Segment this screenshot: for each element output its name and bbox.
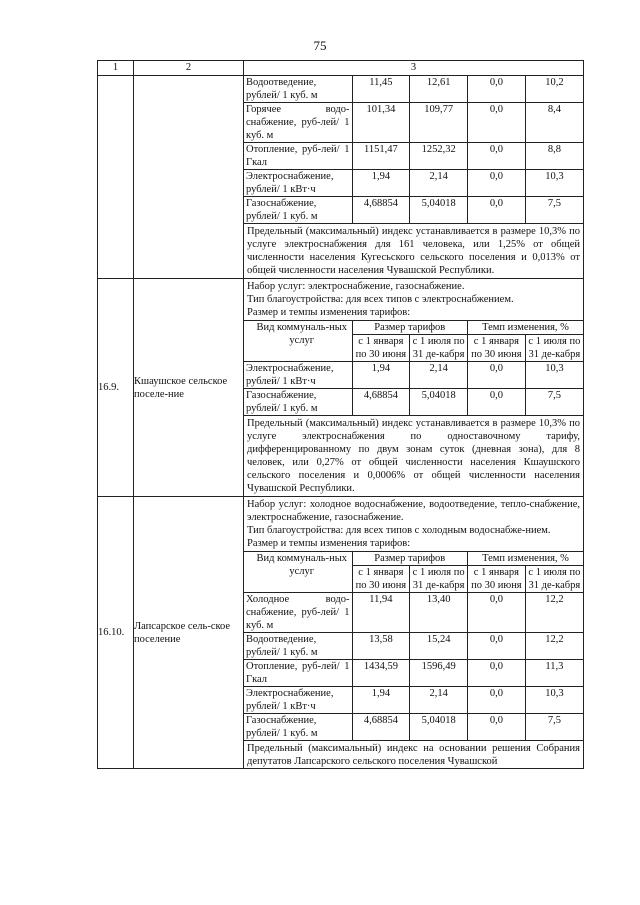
rate-h2-cell: 12,2	[525, 593, 583, 633]
settlement-16-10-name: Лапсарское сель-ское поселение	[134, 497, 244, 769]
tariff-h2-cell: 1596,49	[410, 660, 468, 687]
settlement-16-10-content	[244, 497, 584, 769]
tariff-h1-cell: 13,58	[352, 633, 410, 660]
settlement-16-9-row	[98, 279, 584, 497]
rate-h1-cell: 0,0	[468, 389, 526, 416]
rate-h1-cell: 0,0	[468, 593, 526, 633]
settlement-16-9-name: Кшаушское сельское поселе-ние	[134, 279, 244, 497]
tariff-row	[244, 170, 583, 197]
service-cell: Газоснабжение, рублей/ 1 куб. м	[244, 714, 352, 741]
settlement-16-9-content	[244, 279, 584, 497]
b169-th-p3: с 1 января по 30 июня	[468, 335, 526, 362]
b1610-th-p4: с 1 июля по 31 де-кабря	[525, 566, 583, 593]
rate-h1-cell: 0,0	[468, 170, 526, 197]
service-cell: Электроснабжение, рублей/ 1 кВт·ч	[244, 170, 352, 197]
tariff-row	[244, 687, 583, 714]
rate-h1-cell: 0,0	[468, 633, 526, 660]
tariff-table	[97, 60, 584, 769]
b1610-th-rate: Темп изменения, %	[468, 552, 584, 566]
service-cell: Отопление, руб-лей/ 1 Гкал	[244, 143, 352, 170]
service-cell: Электроснабжение, рублей/ 1 кВт·ч	[244, 687, 352, 714]
service-cell: Газоснабжение, рублей/ 1 куб. м	[244, 389, 352, 416]
rate-h1-cell: 0,0	[468, 103, 526, 143]
service-cell: Газоснабжение, рублей/ 1 куб. м	[244, 197, 352, 224]
b1610-note: Предельный (максимальный) индекс на основании решения Собрания депутатов Лапсарского сельского поселения Чувашской	[247, 743, 580, 767]
tariff-h1-cell: 11,94	[352, 593, 410, 633]
b1610-th-p3: с 1 января по 30 июня	[468, 566, 526, 593]
page-number: 75	[313, 38, 327, 53]
tariff-row	[244, 143, 583, 170]
tariff-h2-cell: 13,40	[410, 593, 468, 633]
tariff-h2-cell: 5,04018	[410, 389, 468, 416]
tariff-row	[244, 714, 583, 741]
b169-tariff-table	[244, 320, 583, 416]
tariff-h2-cell: 2,14	[410, 170, 468, 197]
service-cell: Водоотведение, рублей/ 1 куб. м	[244, 76, 352, 103]
tariff-row	[244, 593, 583, 633]
rate-h1-cell: 0,0	[468, 76, 526, 103]
b1610-th-service: Вид коммуналь-ных услуг	[244, 552, 352, 593]
rate-h1-cell: 0,0	[468, 660, 526, 687]
header-col-2: 2	[134, 61, 244, 76]
settlement-16-9-number: 16.9.	[98, 279, 134, 497]
rate-h1-cell: 0,0	[468, 362, 526, 389]
header-row	[98, 61, 584, 76]
rate-h2-cell: 10,3	[525, 687, 583, 714]
rate-h2-cell: 10,2	[525, 76, 583, 103]
rate-h2-cell: 11,3	[525, 660, 583, 687]
rate-h2-cell: 7,5	[525, 389, 583, 416]
b169-type-line: Тип благоустройства: для всех типов с электроснабжением.	[247, 294, 514, 305]
service-cell: Электроснабжение, рублей/ 1 кВт·ч	[244, 362, 352, 389]
b1610-th-p1: с 1 января по 30 июня	[352, 566, 410, 593]
b169-note: Предельный (максимальный) индекс устанавливается в размере 10,3% по услуге электроснабжения по одноставочному тарифу, дифференцированному по двум зонам суток (дневная зона), для 8 человек, или 0,27% от общей численности населения Кшаушского сельского поселения и 0,0006% от общей численности населения Чувашской Республики.	[247, 418, 580, 494]
rate-h1-cell: 0,0	[468, 197, 526, 224]
service-cell: Горячее водо-снабжение, руб-лей/ 1 куб. м	[244, 103, 352, 143]
tariff-h2-cell: 1252,32	[410, 143, 468, 170]
b169-th-p2: с 1 июля по 31 де-кабря	[410, 335, 468, 362]
tariff-h1-cell: 101,34	[352, 103, 410, 143]
service-cell: Водоотведение, рублей/ 1 куб. м	[244, 633, 352, 660]
rate-h2-cell: 8,8	[525, 143, 583, 170]
tariff-h2-cell: 2,14	[410, 687, 468, 714]
tariff-row	[244, 633, 583, 660]
tariff-h1-cell: 4,68854	[352, 714, 410, 741]
prev-tariff-table	[244, 76, 583, 224]
header-col-1: 1	[98, 61, 134, 76]
tariff-h2-cell: 5,04018	[410, 197, 468, 224]
b169-th-rate: Темп изменения, %	[468, 321, 584, 335]
b1610-size-line: Размер и темпы изменения тарифов:	[247, 538, 411, 549]
rate-h2-cell: 8,4	[525, 103, 583, 143]
tariff-h2-cell: 5,04018	[410, 714, 468, 741]
tariff-h2-cell: 2,14	[410, 362, 468, 389]
b169-th-service: Вид коммуналь-ных услуг	[244, 321, 352, 362]
tariff-h1-cell: 1,94	[352, 170, 410, 197]
service-cell: Холодное водо-снабжение, руб-лей/ 1 куб. м	[244, 593, 352, 633]
b169-services-line: Набор услуг: электроснабжение, газоснабжение.	[247, 281, 465, 292]
tariff-row	[244, 362, 583, 389]
rate-h2-cell: 10,3	[525, 170, 583, 197]
b169-th-p1: с 1 января по 30 июня	[352, 335, 410, 362]
tariff-row	[244, 197, 583, 224]
tariff-h1-cell: 1151,47	[352, 143, 410, 170]
b169-size-line: Размер и темпы изменения тарифов:	[247, 307, 411, 318]
tariff-row	[244, 76, 583, 103]
settlement-16-10-row	[98, 497, 584, 769]
settlement-16-10-number: 16.10.	[98, 497, 134, 769]
rate-h1-cell: 0,0	[468, 687, 526, 714]
tariff-row	[244, 389, 583, 416]
settlement-prev-row	[98, 76, 584, 279]
prev-note: Предельный (максимальный) индекс устанавливается в размере 10,3% по услуге электроснабжения для 161 человека, или 1,25% от общей численности населения Кугесьского сельского поселения и 0,013% от общей численности населения Чувашской Республики.	[247, 226, 580, 276]
tariff-h1-cell: 4,68854	[352, 197, 410, 224]
tariff-row	[244, 103, 583, 143]
b1610-type-line: Тип благоустройства: для всех типов с холодным водоснабже-нием.	[247, 525, 551, 536]
b1610-tariff-table	[244, 551, 583, 741]
tariff-h1-cell: 11,45	[352, 76, 410, 103]
tariff-h1-cell: 4,68854	[352, 389, 410, 416]
b1610-th-size: Размер тарифов	[352, 552, 468, 566]
header-col-3: 3	[244, 61, 584, 76]
tariff-h2-cell: 109,77	[410, 103, 468, 143]
b1610-services-line: Набор услуг: холодное водоснабжение, водоотведение, тепло-снабжение, электроснабжение, газоснабжение.	[247, 499, 580, 523]
b169-th-size: Размер тарифов	[352, 321, 468, 335]
rate-h1-cell: 0,0	[468, 143, 526, 170]
tariff-h1-cell: 1,94	[352, 362, 410, 389]
rate-h2-cell: 10,3	[525, 362, 583, 389]
rate-h2-cell: 7,5	[525, 714, 583, 741]
service-cell: Отопление, руб-лей/ 1 Гкал	[244, 660, 352, 687]
settlement-prev-content	[244, 76, 584, 279]
tariff-h2-cell: 15,24	[410, 633, 468, 660]
rate-h1-cell: 0,0	[468, 714, 526, 741]
tariff-h2-cell: 12,61	[410, 76, 468, 103]
rate-h2-cell: 12,2	[525, 633, 583, 660]
tariff-h1-cell: 1,94	[352, 687, 410, 714]
tariff-h1-cell: 1434,59	[352, 660, 410, 687]
tariff-row	[244, 660, 583, 687]
b1610-th-p2: с 1 июля по 31 де-кабря	[410, 566, 468, 593]
rate-h2-cell: 7,5	[525, 197, 583, 224]
b169-th-p4: с 1 июля по 31 де-кабря	[525, 335, 583, 362]
